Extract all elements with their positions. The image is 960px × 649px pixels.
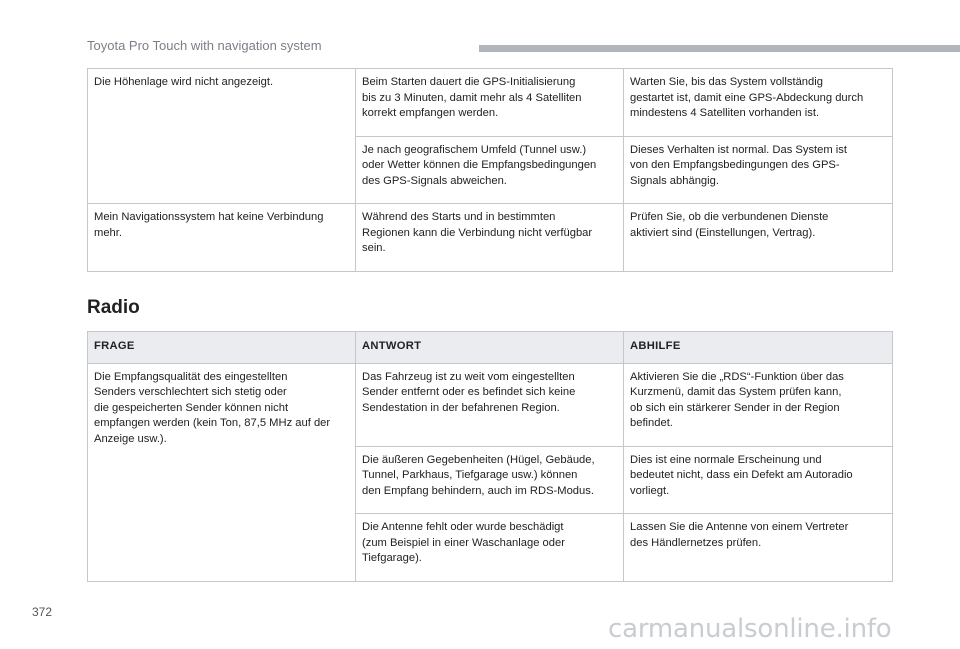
remedy-cell: Aktivieren Sie die „RDS“-Funktion über das Kurzmenü, damit das System prüfen kann, ob sich ein stärkerer Sender in der Region befindet. <box>624 363 893 446</box>
remedy-cell: Dies ist eine normale Erscheinung und bedeutet nicht, dass ein Defekt am Autoradio vorliegt. <box>624 446 893 514</box>
column-header-answer: ANTWORT <box>356 332 624 364</box>
answer-cell: Je nach geografischem Umfeld (Tunnel usw.) oder Wetter können die Empfangsbedingungen des GPS-Signals abweichen. <box>356 136 624 204</box>
question-cell: Die Empfangsqualität des eingestellten Senders verschlechtert sich stetig oder die gespeicherten Sender können nicht empfangen werden (kein Ton, 87,5 MHz auf der Anzeige usw.). <box>88 363 356 581</box>
table-row <box>88 204 893 272</box>
question-cell: Die Höhenlage wird nicht angezeigt. <box>88 69 356 204</box>
answer-cell: Beim Starten dauert die GPS-Initialisierung bis zu 3 Minuten, damit mehr als 4 Satelliten korrekt empfangen werden. <box>356 69 624 137</box>
table-row <box>88 69 893 137</box>
header-bar <box>479 45 960 52</box>
answer-cell: Das Fahrzeug ist zu weit vom eingestellten Sender entfernt oder es befindet sich keine Sendestation in der befahrenen Region. <box>356 363 624 446</box>
column-header-remedy: ABHILFE <box>624 332 893 364</box>
remedy-cell: Prüfen Sie, ob die verbundenen Dienste aktiviert sind (Einstellungen, Vertrag). <box>624 204 893 272</box>
radio-troubleshooting-table <box>87 331 893 582</box>
table-row <box>88 363 893 446</box>
watermark: carmanualsonline.info <box>608 614 892 644</box>
document-header-title: Toyota Pro Touch with navigation system <box>87 38 322 53</box>
answer-cell: Die äußeren Gegebenheiten (Hügel, Gebäude, Tunnel, Parkhaus, Tiefgarage usw.) können den Empfang behindern, auch im RDS-Modus. <box>356 446 624 514</box>
remedy-cell: Dieses Verhalten ist normal. Das System ist von den Empfangsbedingungen des GPS- Signals abhängig. <box>624 136 893 204</box>
answer-cell: Während des Starts und in bestimmten Regionen kann die Verbindung nicht verfügbar sein. <box>356 204 624 272</box>
section-title-radio: Radio <box>87 297 140 318</box>
gps-troubleshooting-table <box>87 68 893 272</box>
question-cell: Mein Navigationssystem hat keine Verbindung mehr. <box>88 204 356 272</box>
remedy-cell: Lassen Sie die Antenne von einem Vertreter des Händlernetzes prüfen. <box>624 514 893 582</box>
answer-cell: Die Antenne fehlt oder wurde beschädigt (zum Beispiel in einer Waschanlage oder Tiefgarage). <box>356 514 624 582</box>
page-number: 372 <box>32 605 53 619</box>
table-header-row <box>88 332 893 364</box>
remedy-cell: Warten Sie, bis das System vollständig gestartet ist, damit eine GPS-Abdeckung durch mindestens 4 Satelliten vorhanden ist. <box>624 69 893 137</box>
column-header-question: FRAGE <box>88 332 356 364</box>
